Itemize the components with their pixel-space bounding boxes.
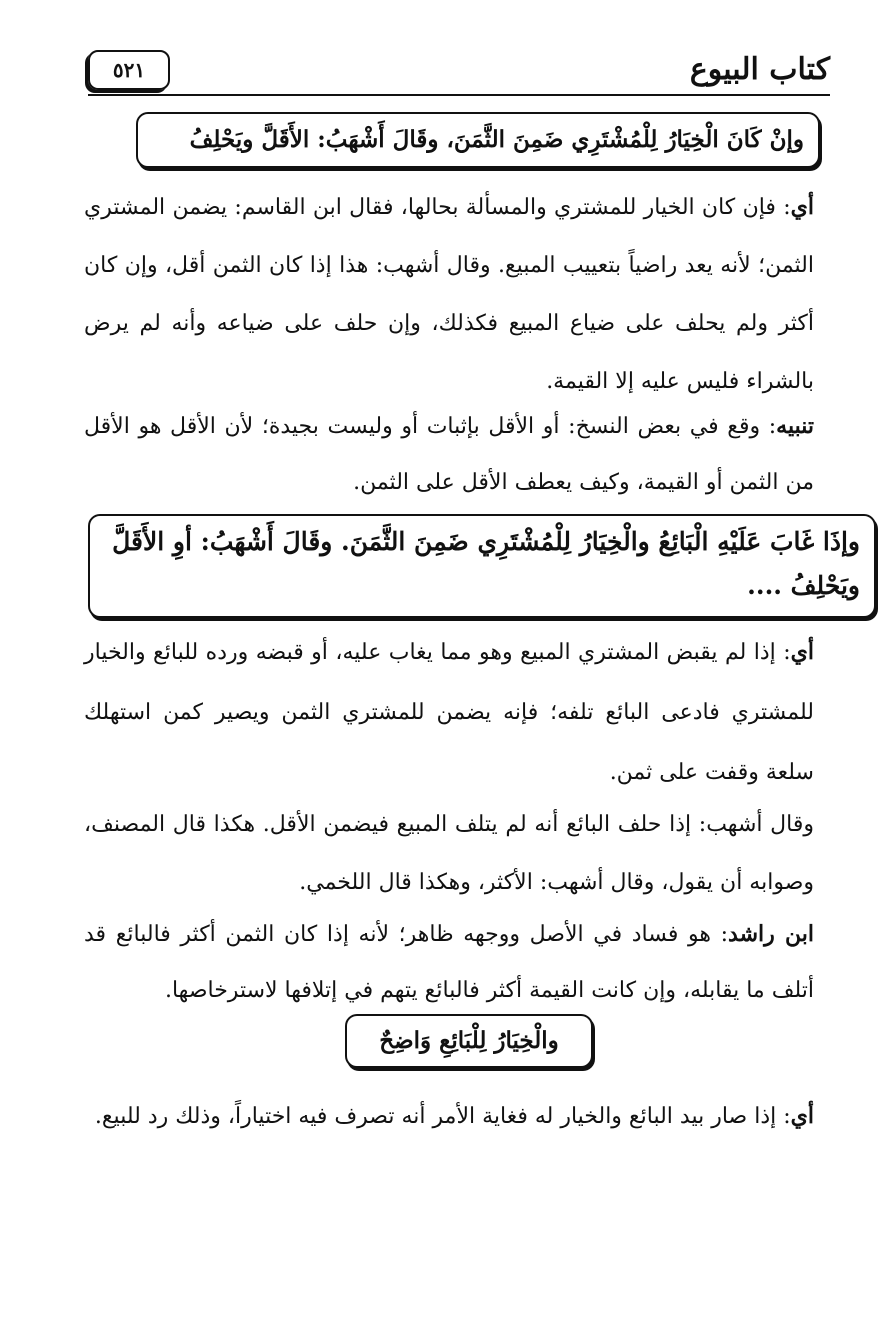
commentary-paragraph-5: [84, 906, 814, 1019]
commentary-paragraph-1: [84, 178, 814, 411]
matn-text-box-1: وإنْ كَانَ الْخِيَارُ لِلْمُشْتَرِي ضَمِنَ الثَّمَنَ، وقَالَ أَشْهَبُ: الأَقَلَّ ويَحْلِفُ: [136, 112, 820, 168]
paragraph-lead-word: أي: [790, 639, 814, 665]
commentary-paragraph-6: [84, 1084, 814, 1149]
paragraph-text: : وقع في بعض النسخ: أو الأقل بإثبات أو وليست بجيدة؛ لأن الأقل هو الأقل من الثمن أو القيمة، وكيف يعطف الأقل على الثمن.: [84, 414, 814, 495]
book-title: كتاب البيوع: [689, 52, 830, 87]
quoted-author-label: ابن راشد: [728, 921, 815, 947]
commentary-paragraph-3: [84, 622, 814, 803]
note-paragraph: [84, 398, 814, 511]
matn-text-box-2: وإذَا غَابَ عَلَيْهِ الْبَائِعُ والْخِيَارُ لِلْمُشْتَرِي ضَمِنَ الثَّمَنَ. وقَالَ أَشْهَبُ: أوِ الأَقَلَّ ويَحْلِفُ ....: [88, 514, 876, 618]
page-number: ٥٢١: [88, 50, 170, 90]
paragraph-text: : هو فساد في الأصل ووجهه ظاهر؛ لأنه إذا كان الثمن أكثر فالبائع قد أتلف ما يقابله، وإن كانت القيمة أكثر فالبائع يتهم في إتلافها لاسترخاصها.: [84, 922, 814, 1003]
running-header: [88, 48, 830, 98]
paragraph-text: : فإن كان الخيار للمشتري والمسألة بحالها، فقال ابن القاسم: يضمن المشتري الثمن؛ لأنه يعد راضياً بتعييب المبيع. وقال أشهب: هذا إذا كان الثمن أقل، وإن كان أكثر ولم يحلف على ضياع المبيع فكذلك، وإن حلف على ضياعه وأنه لم يرض بالشراء فليس عليه إلا القيمة.: [84, 195, 814, 394]
paragraph-lead-word: أي: [790, 1103, 814, 1129]
note-label: تنبيه: [776, 413, 814, 439]
commentary-paragraph-4: [84, 796, 814, 912]
paragraph-text: : إذا لم يقبض المشتري المبيع وهو مما يغاب عليه، أو قبضه ورده للبائع والخيار للمشتري فادعى البائع تلفه؛ فإنه يضمن للمشتري الثمن ويصير كمن استهلك سلعة وقفت على ثمن.: [84, 640, 814, 785]
header-divider: [88, 94, 830, 96]
paragraph-text: : إذا صار بيد البائع والخيار له فغاية الأمر أنه تصرف فيه اختياراً، وذلك رد للبيع.: [94, 1104, 791, 1129]
paragraph-lead-word: أي: [790, 194, 814, 220]
matn-text-box-3: والْخِيَارُ لِلْبَائِعِ وَاضِحٌ: [345, 1014, 593, 1068]
paragraph-text: وقال أشهب: إذا حلف البائع أنه لم يتلف المبيع فيضمن الأقل. هكذا قال المصنف، وصوابه أن يقول، وقال أشهب: الأكثر، وهكذا قال اللخمي.: [84, 812, 814, 895]
